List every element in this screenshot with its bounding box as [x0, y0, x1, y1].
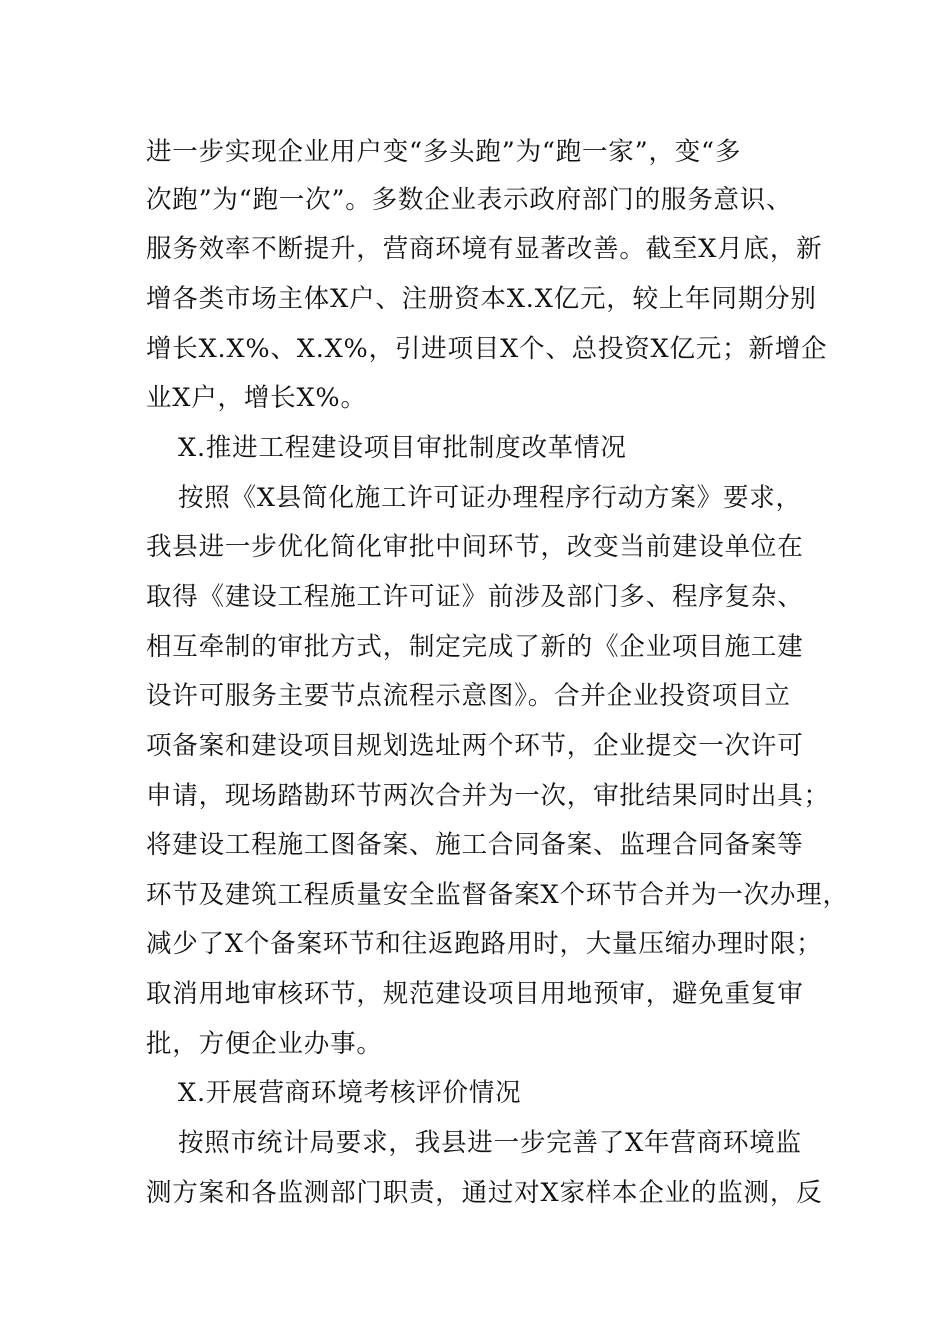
paragraph-line: 我县进一步优化简化审批中间环节，改变当前建设单位在	[146, 532, 804, 562]
paragraph-line: 批，方便企业办事。	[146, 1029, 383, 1059]
paragraph-line: 增各类市场主体X户、注册资本X.X亿元，较上年同期分别	[146, 284, 817, 314]
paragraph-line: 业X户，增长X%。	[146, 383, 367, 413]
paragraph-line: 将建设工程施工图备案、施工合同备案、监理合同备案等	[146, 830, 804, 860]
paragraph-line: 相互牵制的审批方式，制定完成了新的《企业项目施工建	[146, 632, 804, 662]
paragraph-line: 取得《建设工程施工许可证》前涉及部门多、程序复杂、	[146, 582, 804, 612]
paragraph-line: 减少了X个备案环节和往返跑路用时，大量压缩办理时限；	[146, 929, 823, 959]
paragraph-line: 测方案和各监测部门职责，通过对X家样本企业的监测，反	[146, 1178, 823, 1208]
paragraph-line: 环节及建筑工程质量安全监督备案X个环节合并为一次办理，	[146, 880, 849, 910]
paragraph-line: 设许可服务主要节点流程示意图》。合并企业投资项目立	[146, 681, 791, 711]
section-heading: X.推进工程建设项目审批制度改革情况	[178, 433, 627, 463]
paragraph-line: 进一步实现企业用户变“多头跑”为“跑一家”，变“多	[146, 137, 742, 167]
section-heading: X.开展营商环境考核评价情况	[178, 1078, 522, 1108]
paragraph-line: 次跑”为“跑一次”。多数企业表示政府部门的服务意识、	[146, 185, 793, 215]
paragraph-line: 按照《X县简化施工许可证办理程序行动方案》要求，	[178, 483, 802, 513]
paragraph-line: 服务效率不断提升，营商环境有显著改善。截至X月底，新	[146, 234, 823, 264]
paragraph-line: 申请，现场踏勘环节两次合并为一次，审批结果同时出具；	[146, 781, 830, 811]
paragraph-line: 取消用地审核环节，规范建设项目用地预审，避免重复审	[146, 979, 804, 1009]
paragraph-line: 项备案和建设项目规划选址两个环节，企业提交一次许可	[146, 731, 804, 761]
paragraph-line: 按照市统计局要求，我县进一步完善了X年营商环境监	[178, 1128, 802, 1158]
paragraph-line: 增长X.X%、X.X%，引进项目X个、总投资X亿元；新增企	[146, 334, 828, 364]
